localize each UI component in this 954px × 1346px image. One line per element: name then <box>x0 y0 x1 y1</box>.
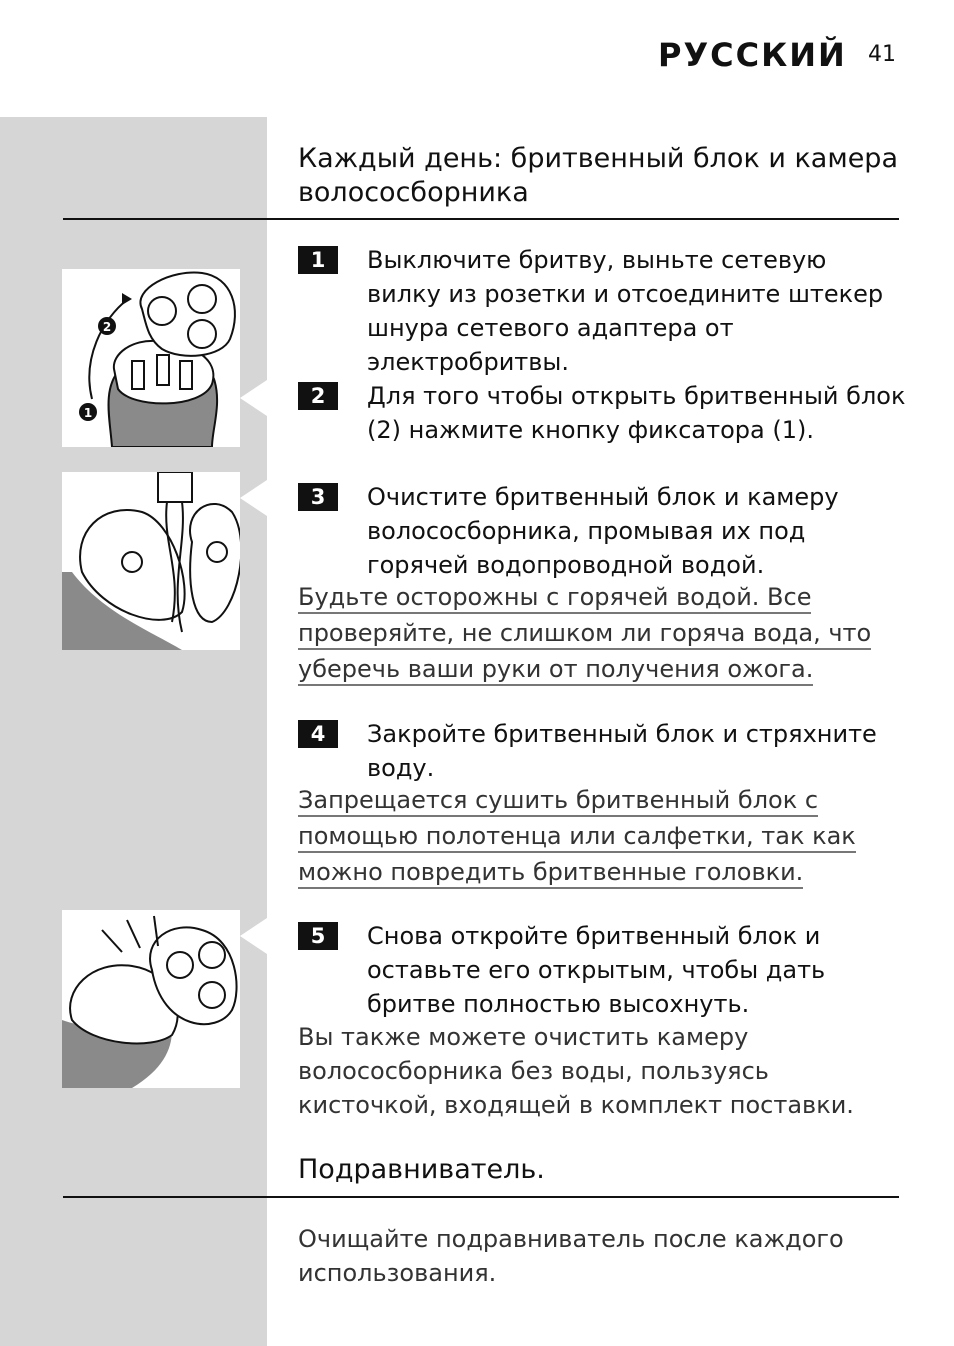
warning-line: проверяйте, не слишком ли горяча вода, что <box>298 618 871 650</box>
warning-line: Будьте осторожны с горячей водой. Все <box>298 582 811 614</box>
section-rule <box>63 1196 899 1198</box>
callout-1: 1 <box>83 406 93 420</box>
step-text-1: Выключите бритву, выньте сетевую вилку из розетки и отсоедините штекер шнура сетевого адаптера от электробритвы. <box>367 246 884 376</box>
warning-line: помощью полотенца или салфетки, так как <box>298 821 856 853</box>
step-text-5: Снова откройте бритвенный блок и оставьте его открытым, чтобы дать бритве полностью высохнуть. <box>367 922 826 1018</box>
warning-hot-water <box>298 582 871 690</box>
page-number: 41 <box>868 42 896 67</box>
warning-line: уберечь ваши руки от получения ожога. <box>298 654 813 686</box>
step-text-3: Очистите бритвенный блок и камеру волососборника, промывая их под горячей водопроводной водой. <box>367 483 839 579</box>
trimmer-note: Очищайте подравниватель после каждого использования. <box>298 1225 844 1287</box>
pointer-arrow <box>240 918 267 954</box>
pointer-arrow <box>240 480 267 516</box>
section-title-trimmer: Подравниватель. <box>298 1154 545 1185</box>
warning-line: Запрещается сушить бритвенный блок с <box>298 785 818 817</box>
warning-line: можно повредить бритвенные головки. <box>298 857 803 889</box>
illustration-dry-shaver <box>62 910 240 1088</box>
pointer-arrow <box>240 380 267 416</box>
language-header: РУССКИЙ <box>658 36 847 74</box>
step-number-2: 2 <box>298 382 338 410</box>
step-number-1: 1 <box>298 246 338 274</box>
illustration-rinse-shaver <box>62 472 240 650</box>
illustration-open-shaver <box>62 269 240 447</box>
callout-2: 2 <box>102 320 112 334</box>
warning-towel <box>298 785 856 893</box>
section-rule <box>63 218 899 220</box>
step-number-3: 3 <box>298 483 338 511</box>
note-brush-cleaning: Вы также можете очистить камеру волососборника без воды, пользуясь кисточкой, входящей в комплект поставки. <box>298 1023 854 1119</box>
step-text-2: Для того чтобы открыть бритвенный блок (2) нажмите кнопку фиксатора (1). <box>367 382 906 444</box>
step-number-5: 5 <box>298 922 338 950</box>
step-number-4: 4 <box>298 720 338 748</box>
step-text-4: Закройте бритвенный блок и стряхните воду. <box>367 720 877 782</box>
section-title-daily: Каждый день: бритвенный блок и камера волососборника <box>298 143 898 208</box>
